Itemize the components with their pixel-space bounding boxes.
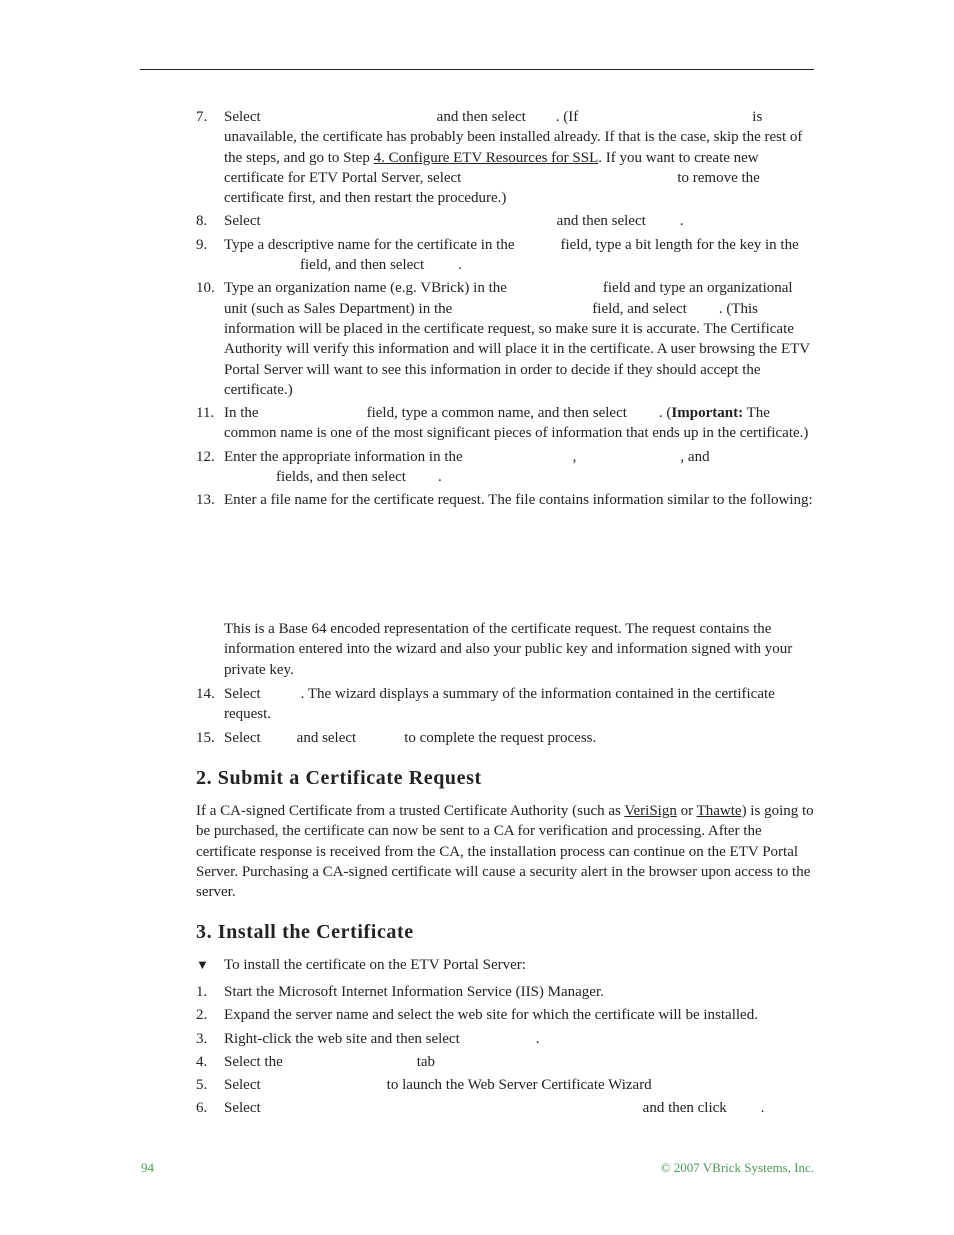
install-steps-list [196, 982, 816, 1122]
base64-paragraph: This is a Base 64 encoded representation of the certificate request. The request contains the information entered into the wizard and also your public key and information signed with your private key. [224, 621, 793, 678]
install-step-5: 5. Select to launch the Web Server Certificate Wizard [196, 1077, 652, 1094]
step-number: 7. [196, 109, 208, 125]
triangle-bullet-icon: ▼ [196, 957, 209, 972]
step-13: 13. Enter a file name for the certificate request. The file contains information similar to the following: [196, 492, 813, 509]
step-8: 8. Select and then select . [196, 213, 684, 230]
install-step-3: 3. Right-click the web site and then select . [196, 1030, 540, 1047]
header-rule [140, 69, 814, 70]
step-12: 12. Enter the appropriate information in the , , and fields, and then select . [196, 448, 710, 486]
install-step-6: 6. Select and then click . [196, 1100, 765, 1117]
section-heading-install: 3. Install the Certificate [196, 921, 414, 943]
install-step-1: 1. Start the Microsoft Internet Information Service (IIS) Manager. [196, 984, 604, 1000]
step-9: 9. Type a descriptive name for the certificate in the field, type a bit length for the key in thefield, and then select . [196, 236, 799, 274]
verisign-link[interactable]: VeriSign [624, 803, 677, 819]
thawte-link[interactable]: Thawte [696, 803, 742, 819]
install-step-2: 2. Expand the server name and select the web site for which the certificate will be installed. [196, 1007, 758, 1024]
step-7: 7. Select and then select . (If is unavailable, the certificate has probably been installed already. If that is the case, skip the rest of the steps, and go to Step 4. Configure ETV Resources for SSL. If you want to create new certificate for ETV Portal Server, select to remove the certificate first, and then restart the procedure.) [196, 109, 803, 207]
copyright: © 2007 VBrick Systems, Inc. [660, 1160, 814, 1175]
step-15: 15. Select and select to complete the request process. [196, 729, 597, 746]
step-10: 10. Type an organization name (e.g. VBrick) in the field and type an organizational unit (such as Sales Department) in the field, and select . (This information will be placed in the certificate request, so make sure it is accurate. The Certificate Authority will verify this information and will place it in the certificate. A user browsing the ETV Portal Server will want to see this information in order to decide if they should accept the certificate.) [196, 280, 810, 398]
submit-paragraph: If a CA-signed Certificate from a trusted Certificate Authority (such as VeriSign or Thawte) is going to be purchased, the certificate can now be sent to a CA for verification and processing. After the certificate response is received from the CA, the installation process can continue on the ETV Portal Server. Purchasing a CA-signed certificate will cause a security alert in the browser upon access to the server. [196, 803, 814, 901]
step-14: 14. Select . The wizard displays a summary of the information contained in the certificate request. [196, 686, 775, 723]
install-step-4: 4. Select the tab [196, 1053, 436, 1070]
configure-etv-resources-link[interactable]: 4. Configure ETV Resources for SSL [373, 149, 599, 166]
page-number: 94 [141, 1160, 154, 1175]
steps-list-a [196, 107, 816, 514]
steps-list-b [196, 684, 816, 751]
section-heading-submit: 2. Submit a Certificate Request [196, 767, 482, 789]
step-11: 11. In the field, type a common name, and then select . (Important: The common name is one of the most significant pieces of information that ends up in the certificate.) [196, 405, 809, 442]
